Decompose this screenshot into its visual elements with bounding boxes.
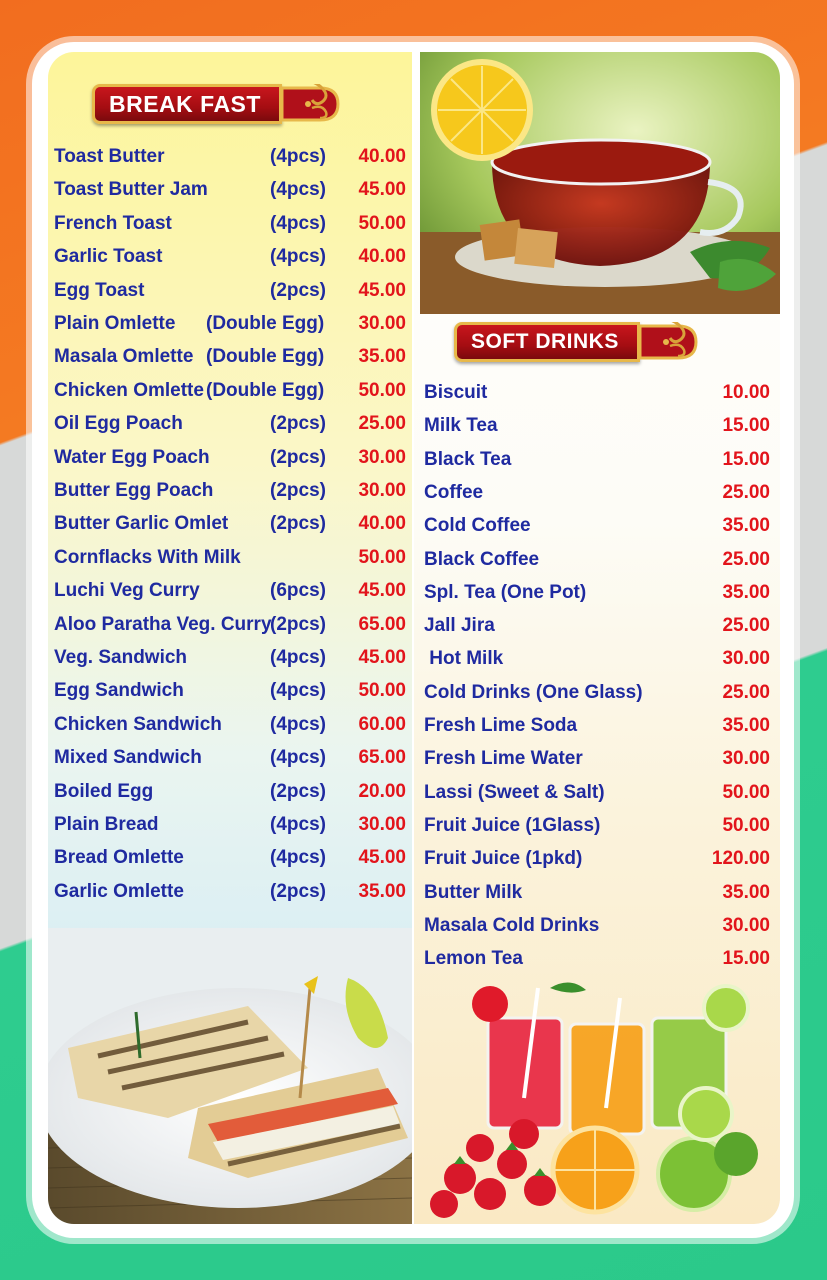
item-price: 25.00	[358, 413, 406, 435]
breakfast-item	[54, 246, 406, 272]
item-name: Fruit Juice (1Glass)	[424, 814, 601, 836]
item-name: Luchi Veg Curry	[54, 580, 200, 602]
breakfast-item	[54, 747, 406, 773]
breakfast-item	[54, 480, 406, 506]
item-name: Toast Butter Jam	[54, 179, 208, 201]
item-quantity: (Double Egg)	[206, 379, 325, 401]
item-price: 50.00	[358, 212, 406, 234]
item-name: Chicken Omlette	[54, 379, 204, 401]
item-name: Boiled Egg	[54, 780, 154, 802]
item-price: 30.00	[358, 313, 406, 334]
item-name: French Toast	[54, 212, 172, 234]
item-price: 35.00	[722, 515, 770, 537]
item-price: 35.00	[358, 880, 406, 902]
sandwich-photo	[48, 928, 412, 1224]
item-price: 45.00	[358, 847, 406, 869]
breakfast-title: BREAK FAST	[92, 84, 282, 124]
breakfast-item	[54, 146, 406, 172]
item-name: Cold Drinks (One Glass)	[424, 681, 643, 703]
item-price: 40.00	[358, 513, 406, 535]
item-name: Masala Cold Drinks	[424, 914, 600, 936]
item-name: Masala Omlette	[54, 346, 194, 368]
item-price: 60.00	[358, 713, 406, 735]
breakfast-item	[54, 313, 406, 339]
item-name: Lemon Tea	[424, 948, 523, 970]
item-price: 45.00	[358, 179, 406, 201]
item-quantity: (Double Egg)	[206, 313, 325, 334]
item-price: 65.00	[358, 613, 406, 635]
item-price: 25.00	[722, 548, 770, 570]
breakfast-item	[54, 781, 406, 807]
drink-item	[424, 915, 770, 941]
item-quantity: (4pcs)	[270, 647, 326, 668]
item-quantity: (4pcs)	[270, 179, 326, 201]
drink-item	[424, 515, 770, 541]
item-price: 50.00	[722, 814, 770, 836]
item-price: 45.00	[358, 647, 406, 668]
soft-drinks-column	[414, 52, 780, 1224]
item-name: Egg Toast	[54, 279, 145, 301]
item-quantity: (4pcs)	[270, 713, 326, 735]
breakfast-item	[54, 213, 406, 239]
item-price: 25.00	[722, 681, 770, 703]
item-quantity: (2pcs)	[270, 513, 326, 535]
breakfast-item	[54, 280, 406, 306]
item-price: 40.00	[358, 146, 406, 167]
item-name: Hot Milk	[424, 648, 504, 670]
item-quantity: (2pcs)	[270, 780, 326, 802]
item-quantity: (2pcs)	[270, 880, 326, 902]
breakfast-item	[54, 447, 406, 473]
item-name: Egg Sandwich	[54, 680, 184, 702]
drink-item	[424, 449, 770, 475]
item-price: 65.00	[358, 747, 406, 769]
sandwich-image	[48, 928, 412, 1224]
item-price: 35.00	[722, 581, 770, 603]
breakfast-item	[54, 513, 406, 539]
breakfast-item	[54, 814, 406, 840]
drink-item	[424, 549, 770, 575]
drink-item	[424, 582, 770, 608]
drink-item	[424, 415, 770, 441]
item-price: 15.00	[722, 948, 770, 970]
drink-item	[424, 715, 770, 741]
item-price: 35.00	[358, 346, 406, 368]
item-price: 50.00	[358, 546, 406, 568]
item-quantity: (4pcs)	[270, 847, 326, 869]
drink-item	[424, 782, 770, 808]
item-quantity: (4pcs)	[270, 146, 326, 167]
drink-item	[424, 648, 770, 674]
drink-item	[424, 482, 770, 508]
item-name: Chicken Sandwich	[54, 713, 222, 735]
item-name: Toast Butter	[54, 146, 165, 167]
item-price: 30.00	[358, 446, 406, 468]
item-price: 10.00	[722, 382, 770, 403]
item-name: Cornflacks With Milk	[54, 546, 241, 568]
item-name: Fresh Lime Soda	[424, 715, 578, 736]
item-price: 50.00	[722, 781, 770, 803]
item-price: 25.00	[722, 615, 770, 637]
drink-item	[424, 948, 770, 974]
item-quantity: (2pcs)	[270, 446, 326, 468]
ornament-scroll-icon	[282, 84, 342, 124]
item-price: 120.00	[711, 848, 770, 870]
item-name: Cold Coffee	[424, 515, 531, 537]
item-name: Garlic Toast	[54, 246, 163, 268]
breakfast-item	[54, 380, 406, 406]
ornament-scroll-icon	[640, 322, 700, 362]
item-quantity: (4pcs)	[270, 814, 326, 835]
drink-item	[424, 815, 770, 841]
menu-card	[32, 42, 794, 1238]
drink-item	[424, 882, 770, 908]
item-price: 50.00	[358, 379, 406, 401]
soft-drinks-banner	[454, 320, 700, 364]
breakfast-item	[54, 413, 406, 439]
item-name: Veg. Sandwich	[54, 647, 188, 668]
item-price: 25.00	[722, 481, 770, 503]
item-quantity: (4pcs)	[270, 246, 326, 268]
item-quantity: (2pcs)	[270, 613, 326, 635]
item-price: 35.00	[722, 881, 770, 903]
item-name: Spl. Tea (One Pot)	[424, 581, 587, 603]
item-name: Butter Milk	[424, 881, 523, 903]
breakfast-item	[54, 614, 406, 640]
breakfast-banner	[92, 82, 342, 126]
item-name: Jall Jira	[424, 615, 495, 637]
item-name: Plain Omlette	[54, 313, 176, 334]
breakfast-item	[54, 680, 406, 706]
tea-cup-image	[420, 52, 780, 314]
item-price: 45.00	[358, 580, 406, 602]
breakfast-column	[48, 52, 412, 1224]
item-price: 15.00	[722, 415, 770, 437]
breakfast-item	[54, 179, 406, 205]
item-name: Fresh Lime Water	[424, 748, 583, 770]
item-price: 30.00	[358, 480, 406, 501]
soft-drinks-title: SOFT DRINKS	[454, 322, 640, 362]
breakfast-item	[54, 346, 406, 372]
item-price: 35.00	[722, 715, 770, 736]
item-price: 40.00	[358, 246, 406, 268]
item-price: 20.00	[358, 780, 406, 802]
item-quantity: (6pcs)	[270, 580, 326, 602]
item-name: Black Tea	[424, 448, 512, 470]
item-name: Plain Bread	[54, 814, 159, 835]
breakfast-item	[54, 647, 406, 673]
item-price: 30.00	[722, 914, 770, 936]
drink-item	[424, 615, 770, 641]
item-name: Butter Garlic Omlet	[54, 513, 229, 535]
item-quantity: (2pcs)	[270, 279, 326, 301]
juice-glasses-image	[420, 978, 770, 1224]
drink-item	[424, 382, 770, 408]
tea-cup-photo	[420, 52, 780, 314]
item-name: Aloo Paratha Veg. Curry	[54, 613, 272, 635]
item-price: 30.00	[358, 814, 406, 835]
item-name: Black Coffee	[424, 548, 540, 570]
item-name: Milk Tea	[424, 415, 498, 437]
item-name: Lassi (Sweet & Salt)	[424, 781, 605, 803]
item-name: Biscuit	[424, 382, 488, 403]
item-name: Mixed Sandwich	[54, 747, 202, 769]
item-quantity: (4pcs)	[270, 212, 326, 234]
item-name: Coffee	[424, 481, 484, 503]
drink-item	[424, 682, 770, 708]
item-quantity: (2pcs)	[270, 413, 326, 435]
item-quantity: (2pcs)	[270, 480, 326, 501]
item-quantity: (Double Egg)	[206, 346, 325, 368]
breakfast-item	[54, 847, 406, 873]
item-price: 30.00	[722, 748, 770, 770]
item-name: Water Egg Poach	[54, 446, 210, 468]
breakfast-item	[54, 714, 406, 740]
item-name: Butter Egg Poach	[54, 480, 214, 501]
item-name: Bread Omlette	[54, 847, 184, 869]
item-price: 15.00	[722, 448, 770, 470]
drink-item	[424, 848, 770, 874]
item-name: Oil Egg Poach	[54, 413, 183, 435]
item-quantity: (4pcs)	[270, 680, 326, 702]
juice-glasses-photo	[420, 978, 770, 1224]
item-price: 45.00	[358, 279, 406, 301]
item-price: 50.00	[358, 680, 406, 702]
item-quantity: (4pcs)	[270, 747, 326, 769]
item-price: 30.00	[722, 648, 770, 670]
breakfast-item	[54, 580, 406, 606]
breakfast-item	[54, 881, 406, 907]
breakfast-item	[54, 547, 406, 573]
drink-item	[424, 748, 770, 774]
item-name: Garlic Omlette	[54, 880, 184, 902]
item-name: Fruit Juice (1pkd)	[424, 848, 583, 870]
